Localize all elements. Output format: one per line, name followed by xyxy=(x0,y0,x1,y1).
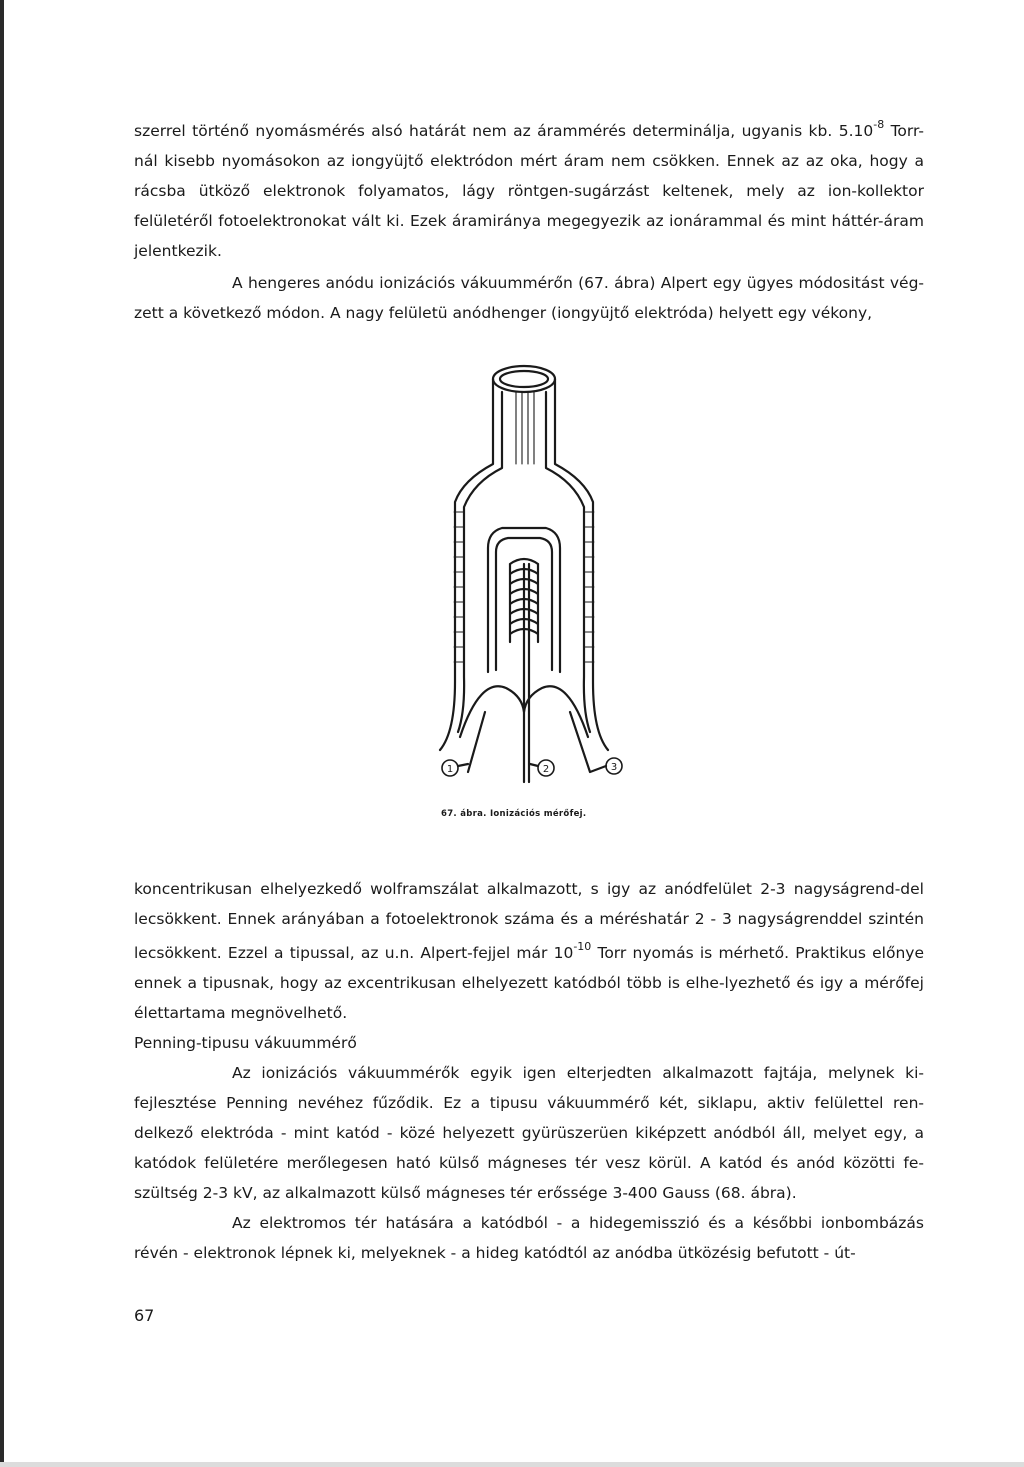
page-number: 67 xyxy=(134,1306,155,1325)
paragraph-2 xyxy=(134,268,924,328)
tube-top-inner-ellipse xyxy=(500,371,548,387)
paragraph-1 xyxy=(134,112,924,266)
lead-1-connector xyxy=(458,764,468,766)
label-3: 3 xyxy=(610,762,618,773)
paragraph-1-start: szerrel történő nyomásmérés alsó határát nem az árammérés determinálja, ugyanis kb. 5.10 xyxy=(134,122,874,141)
scan-edge-bottom xyxy=(0,1462,1024,1467)
scan-edge-left xyxy=(0,0,4,1467)
tube-top-ellipse xyxy=(493,366,555,392)
paragraph-5-text: Az elektromos tér hatására a katódból - a hidegemisszió és a későbbi ionbombázás révén - elektronok lépnek ki, melyeknek - a hideg katódtól az anódba ütközésig befutott - út- xyxy=(134,1214,924,1263)
label-1: 1 xyxy=(446,764,454,775)
paragraph-1-rest: Torr-nál kisebb nyomásokon az iongyüjtő elektródon mért áram nem csökken. Ennek az az oka, hogy a rácsba ütköző elektronok folyamatos, lágy röntgen-sugárzást keltenek, mely az ion-kollektor felületéről fotoelektronokat vált ki. Ezek áramiránya megegyezik az ionárammal és mint háttér-áram jelentkezik. xyxy=(134,122,924,261)
section-heading: Penning-tipusu vákuummérő xyxy=(134,1034,357,1053)
ionization-gauge-figure xyxy=(430,352,650,802)
paragraph-3-to-5 xyxy=(134,874,924,1268)
lead-1 xyxy=(468,712,485,772)
lead-2-connector xyxy=(530,764,538,766)
paragraph-2-text: A hengeres anódu ionizációs vákuummérőn (67. ábra) Alpert egy ügyes módositást vég-zett a következő módon. A nagy felületü anódhenger (iongyüjtő elektróda) helyett egy vékony, xyxy=(134,274,924,322)
paragraph-3-start: koncentrikusan elhelyezkedő wolframszálat alkalmazott, s igy az anódfelület 2-3 nagyságrend-del lecsökkent. Ennek arányában a fotoelektronok száma és a méréshatár 2 - 3 nagyságrenddel szintén lecsökkent. Ezzel a tipussal, az u.n. Alpert-fejjel már 10 xyxy=(134,880,924,963)
figure-caption: 67. ábra. Ionizációs mérőfej. xyxy=(441,809,587,819)
label-2: 2 xyxy=(542,764,550,775)
exponent-minus-8: -8 xyxy=(873,118,885,131)
tube-stripes xyxy=(516,392,534,464)
paragraph-1-text xyxy=(134,112,924,266)
paragraph-3-rest: Torr nyomás is mérhető. Praktikus előnye ennek a tipusnak, hogy az excentrikusan elhelyezett katódból több is elhe-lyezhető és igy a mérőfej élettartama megnövelhető. xyxy=(134,944,925,1023)
paragraph-3-text xyxy=(134,874,924,1028)
exponent-minus-10: -10 xyxy=(573,940,592,953)
collector-wire xyxy=(524,564,529,782)
paragraph-4-text: Az ionizációs vákuummérők egyik igen elterjedten alkalmazott fajtája, melynek ki-fejlesztése Penning nevéhez fűződik. Ez a tipusu vákuummérő két, siklapu, aktiv felülettel ren-delkező elektróda - mint katód - közé helyezett gyürüszerüen kiképzett anódból áll, melyet egy, a katódok felületére merőlegesen ható külső mágneses tér vesz körül. A katód és anód közötti fe-szültség 2-3 kV, az alkalmazott külső mágneses tér erőssége 3-400 Gauss (68. ábra). xyxy=(134,1064,924,1203)
